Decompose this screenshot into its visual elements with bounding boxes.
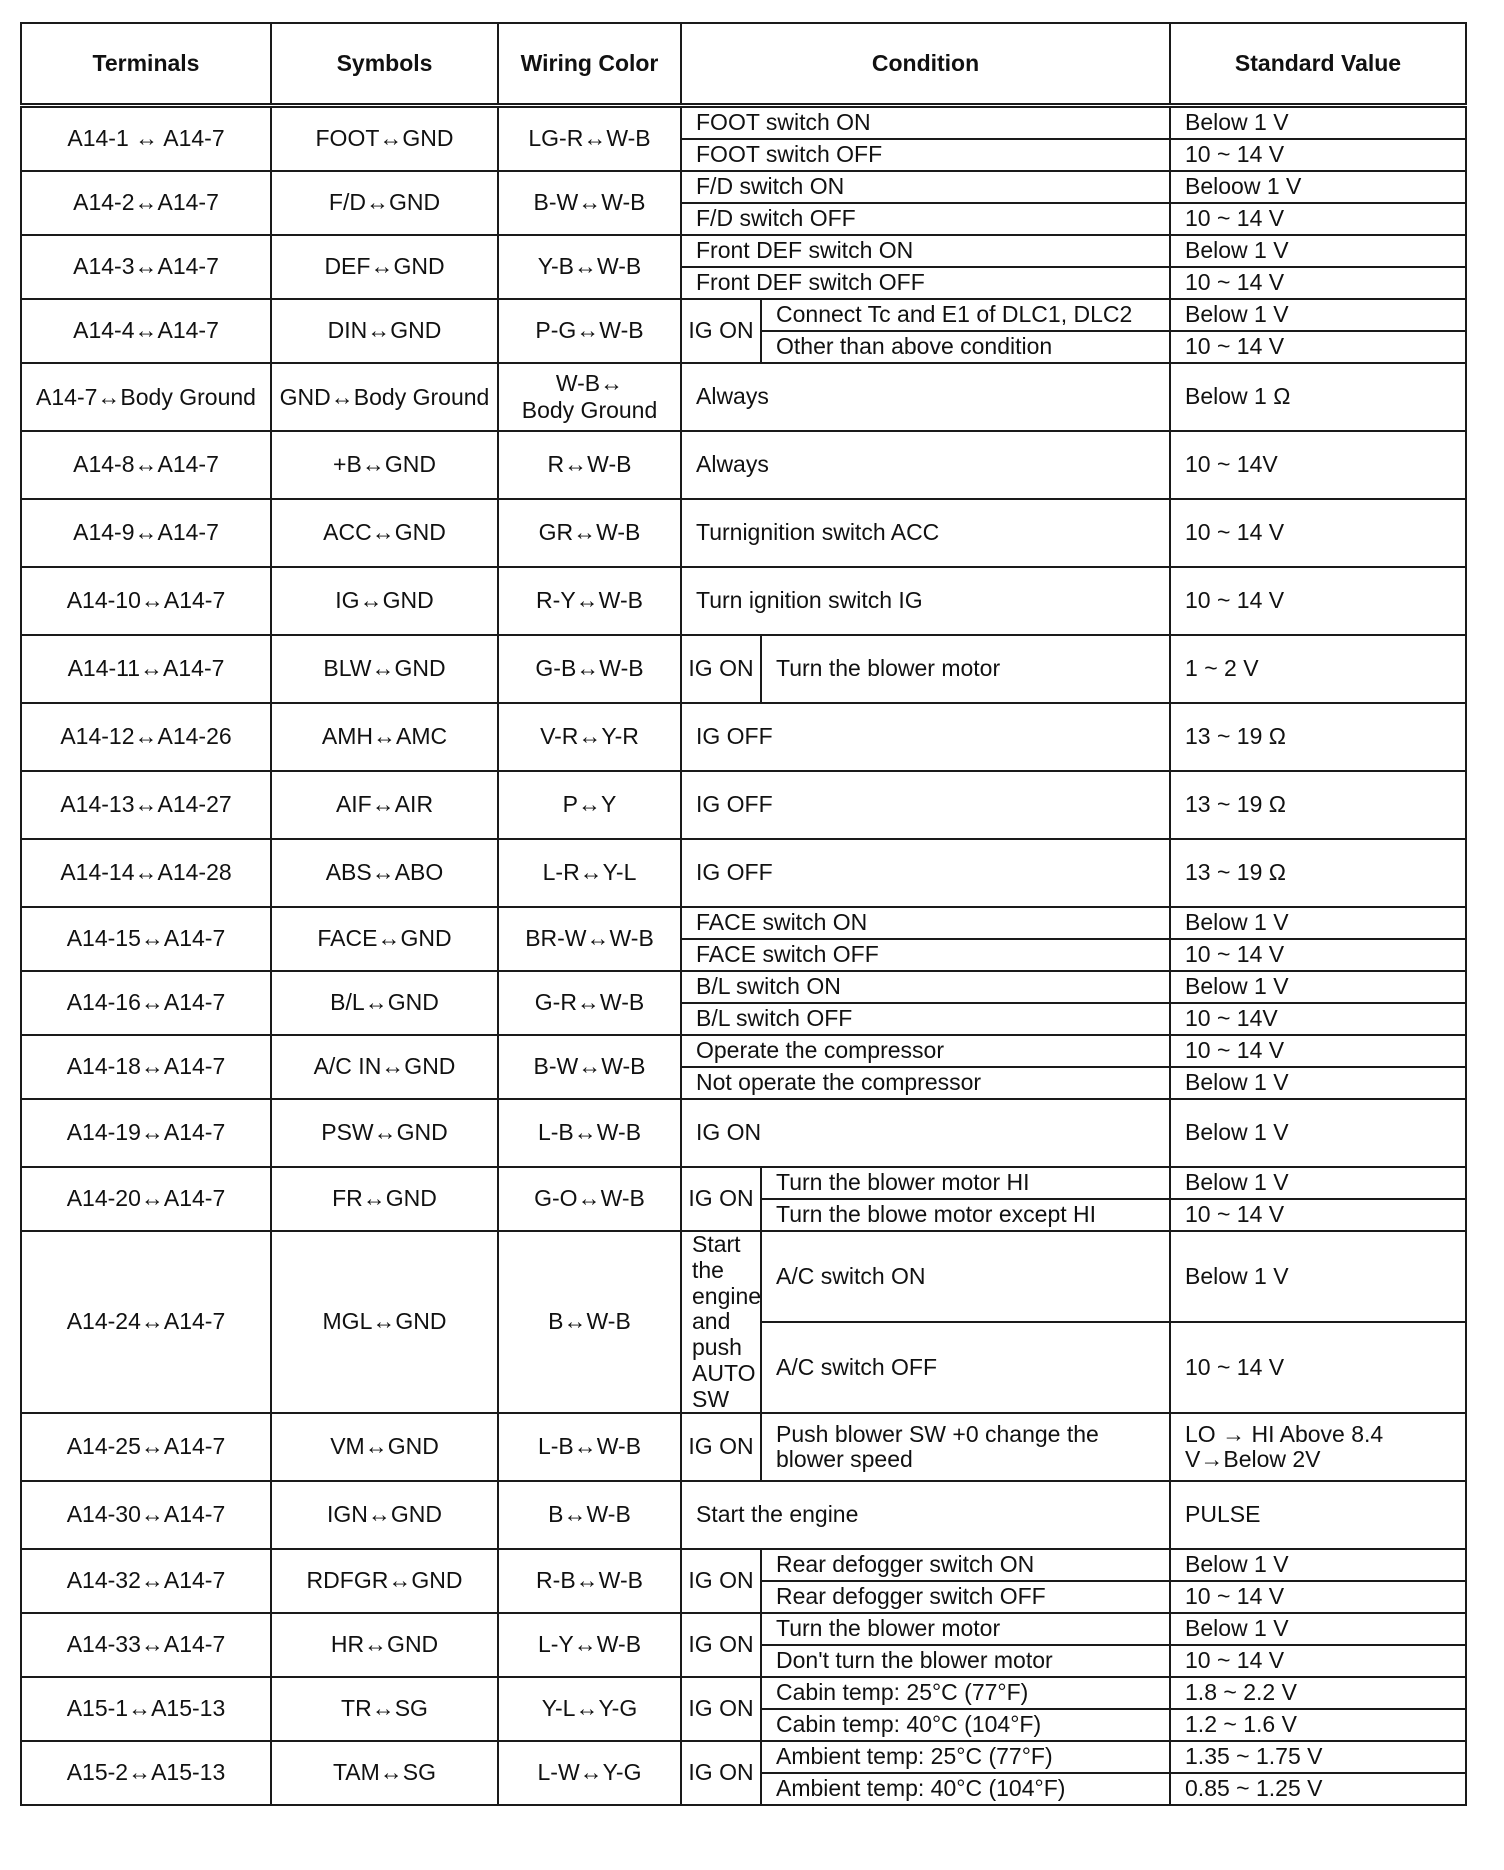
standard-value-cell: 10 ~ 14 V bbox=[1170, 1322, 1466, 1413]
standard-value-cell: Below 1 V bbox=[1170, 1167, 1466, 1199]
connector-text: GND↔ bbox=[279, 383, 354, 410]
table-row bbox=[21, 971, 1466, 1003]
condition-cell: Turn ignition switch IG bbox=[681, 567, 1170, 635]
symbols-cell: RDFGR↔GND bbox=[271, 1549, 498, 1613]
condition-cell: A/C switch ON bbox=[761, 1231, 1170, 1322]
condition-cell: Turnignition switch ACC bbox=[681, 499, 1170, 567]
symbols-cell: FOOT↔GND bbox=[271, 106, 498, 172]
symbols-cell: IG↔GND bbox=[271, 567, 498, 635]
terminals-cell: A14-3↔A14-7 bbox=[21, 235, 271, 299]
condition-cell: Turn the blowe motor except HI bbox=[761, 1199, 1170, 1231]
symbols-cell: TAM↔SG bbox=[271, 1741, 498, 1805]
standard-value-cell: 1.2 ~ 1.6 V bbox=[1170, 1709, 1466, 1741]
wiring-color-cell: B-W↔W-B bbox=[498, 1035, 681, 1099]
wiring-color-cell: R-Y↔W-B bbox=[498, 567, 681, 635]
standard-value-cell: 10 ~ 14 V bbox=[1170, 499, 1466, 567]
symbols-cell: DEF↔GND bbox=[271, 235, 498, 299]
table-row bbox=[21, 839, 1466, 907]
condition-cell: Turn the blower motor bbox=[761, 1613, 1170, 1645]
condition-cell: B/L switch OFF bbox=[681, 1003, 1170, 1035]
terminals-cell bbox=[21, 363, 271, 431]
condition-prefix-cell: IG ON bbox=[681, 1677, 761, 1741]
wiring-color-cell: P↔Y bbox=[498, 771, 681, 839]
table-row bbox=[21, 363, 1466, 431]
terminals-cell: A15-1↔A15-13 bbox=[21, 1677, 271, 1741]
symbols-cell: IGN↔GND bbox=[271, 1481, 498, 1549]
symbols-cell: FACE↔GND bbox=[271, 907, 498, 971]
condition-cell: IG OFF bbox=[681, 703, 1170, 771]
terminals-cell: A14-19↔A14-7 bbox=[21, 1099, 271, 1167]
table-row bbox=[21, 1413, 1466, 1481]
condition-cell: Start the engine bbox=[681, 1481, 1170, 1549]
symbols-cell: A/C IN↔GND bbox=[271, 1035, 498, 1099]
symbols-cell: F/D↔GND bbox=[271, 171, 498, 235]
wiring-color-cell: B-W↔W-B bbox=[498, 171, 681, 235]
terminals-cell: A14-8↔A14-7 bbox=[21, 431, 271, 499]
table-row bbox=[21, 771, 1466, 839]
condition-cell: Operate the compressor bbox=[681, 1035, 1170, 1067]
standard-value-cell: 10 ~ 14 V bbox=[1170, 1581, 1466, 1613]
condition-cell: Turn the blower motor HI bbox=[761, 1167, 1170, 1199]
standard-value-cell: 10 ~ 14 V bbox=[1170, 1199, 1466, 1231]
wiring-color-cell: Y-B↔W-B bbox=[498, 235, 681, 299]
table-row bbox=[21, 1481, 1466, 1549]
table-header bbox=[21, 23, 1466, 106]
table-row bbox=[21, 1035, 1466, 1067]
table-row bbox=[21, 1231, 1466, 1322]
terminals-cell: A14-12↔A14-26 bbox=[21, 703, 271, 771]
terminals-cell: A14-18↔A14-7 bbox=[21, 1035, 271, 1099]
symbols-cell: DIN↔GND bbox=[271, 299, 498, 363]
header-terminals: Terminals bbox=[21, 23, 271, 106]
condition-cell: Front DEF switch ON bbox=[681, 235, 1170, 267]
body-ground-label: Body Ground bbox=[120, 383, 256, 410]
terminals-cell: A14-10↔A14-7 bbox=[21, 567, 271, 635]
condition-cell: A/C switch OFF bbox=[761, 1322, 1170, 1413]
symbols-cell: B/L↔GND bbox=[271, 971, 498, 1035]
standard-value-cell: Beloow 1 V bbox=[1170, 171, 1466, 203]
symbols-cell: HR↔GND bbox=[271, 1613, 498, 1677]
symbols-cell: AMH↔AMC bbox=[271, 703, 498, 771]
terminals-cell: A14-32↔A14-7 bbox=[21, 1549, 271, 1613]
condition-cell: FACE switch ON bbox=[681, 907, 1170, 939]
terminals-cell: A14-4↔A14-7 bbox=[21, 299, 271, 363]
standard-value-cell: 10 ~ 14 V bbox=[1170, 139, 1466, 171]
condition-cell: Not operate the compressor bbox=[681, 1067, 1170, 1099]
standard-value-cell: Below 1 V bbox=[1170, 907, 1466, 939]
wiring-color-cell: B↔W-B bbox=[498, 1481, 681, 1549]
condition-prefix-cell: IG ON bbox=[681, 1613, 761, 1677]
terminals-cell: A14-20↔A14-7 bbox=[21, 1167, 271, 1231]
condition-cell: Ambient temp: 40°C (104°F) bbox=[761, 1773, 1170, 1805]
condition-cell: Ambient temp: 25°C (77°F) bbox=[761, 1741, 1170, 1773]
terminals-cell: A14-24↔A14-7 bbox=[21, 1231, 271, 1413]
standard-value-cell: Below 1 V bbox=[1170, 299, 1466, 331]
symbols-cell bbox=[271, 363, 498, 431]
terminals-cell: A15-2↔A15-13 bbox=[21, 1741, 271, 1805]
standard-value-cell: 10 ~ 14V bbox=[1170, 1003, 1466, 1035]
terminals-cell: A14-25↔A14-7 bbox=[21, 1413, 271, 1481]
wiring-color-cell: Y-L↔Y-G bbox=[498, 1677, 681, 1741]
wiring-color-cell: G-R↔W-B bbox=[498, 971, 681, 1035]
terminals-cell: A14-11↔A14-7 bbox=[21, 635, 271, 703]
standard-value-cell: Below 1 V bbox=[1170, 1613, 1466, 1645]
standard-value-cell: Below 1 V bbox=[1170, 1067, 1466, 1099]
wiring-color-cell: L-B↔W-B bbox=[498, 1099, 681, 1167]
condition-prefix-cell: IG ON bbox=[681, 1549, 761, 1613]
wiring-color-cell: L-Y↔W-B bbox=[498, 1613, 681, 1677]
condition-cell: B/L switch ON bbox=[681, 971, 1170, 1003]
symbols-cell: FR↔GND bbox=[271, 1167, 498, 1231]
terminals-cell: A14-2↔A14-7 bbox=[21, 171, 271, 235]
table-row bbox=[21, 703, 1466, 771]
symbols-cell: BLW↔GND bbox=[271, 635, 498, 703]
condition-cell: FACE switch OFF bbox=[681, 939, 1170, 971]
terminals-cell: A14-13↔A14-27 bbox=[21, 771, 271, 839]
wiring-color-cell: GR↔W-B bbox=[498, 499, 681, 567]
condition-cell: Other than above condition bbox=[761, 331, 1170, 363]
condition-cell: Don't turn the blower motor bbox=[761, 1645, 1170, 1677]
wiring-color-cell: V-R↔Y-R bbox=[498, 703, 681, 771]
table-row bbox=[21, 1549, 1466, 1581]
condition-cell: IG ON bbox=[681, 1099, 1170, 1167]
condition-cell: IG OFF bbox=[681, 839, 1170, 907]
standard-value-cell: 13 ~ 19 Ω bbox=[1170, 703, 1466, 771]
condition-cell: Turn the blower motor bbox=[761, 635, 1170, 703]
header-wiring-color: Wiring Color bbox=[498, 23, 681, 106]
table-row bbox=[21, 1741, 1466, 1773]
spec-table-wrapper bbox=[20, 22, 1467, 1806]
standard-value-cell: Below 1 V bbox=[1170, 1549, 1466, 1581]
table-row bbox=[21, 1677, 1466, 1709]
standard-value-cell: 13 ~ 19 Ω bbox=[1170, 839, 1466, 907]
standard-value-cell: 10 ~ 14 V bbox=[1170, 267, 1466, 299]
wiring-color-cell: BR-W↔W-B bbox=[498, 907, 681, 971]
wiring-color-cell: P-G↔W-B bbox=[498, 299, 681, 363]
header-condition: Condition bbox=[681, 23, 1170, 106]
table-row bbox=[21, 235, 1466, 267]
condition-prefix-cell: IG ON bbox=[681, 1167, 761, 1231]
wiring-color-cell: B↔W-B bbox=[498, 1231, 681, 1413]
symbols-cell: TR↔SG bbox=[271, 1677, 498, 1741]
condition-cell: Always bbox=[681, 363, 1170, 431]
condition-cell: FOOT switch OFF bbox=[681, 139, 1170, 171]
standard-value-cell: 10 ~ 14 V bbox=[1170, 1035, 1466, 1067]
condition-prefix-cell: Start the engine and push AUTO SW bbox=[681, 1231, 761, 1413]
condition-prefix-cell: IG ON bbox=[681, 1413, 761, 1481]
standard-value-cell: Below 1 Ω bbox=[1170, 363, 1466, 431]
symbols-cell: AIF↔AIR bbox=[271, 771, 498, 839]
table-row bbox=[21, 1099, 1466, 1167]
wiring-color-cell: L-W↔Y-G bbox=[498, 1741, 681, 1805]
wiring-color-cell: R↔W-B bbox=[498, 431, 681, 499]
condition-cell: Always bbox=[681, 431, 1170, 499]
standard-value-cell: Below 1 V bbox=[1170, 106, 1466, 140]
terminals-cell: A14-33↔A14-7 bbox=[21, 1613, 271, 1677]
wiring-color-cell: L-B↔W-B bbox=[498, 1413, 681, 1481]
standard-value-cell: 10 ~ 14V bbox=[1170, 431, 1466, 499]
terminals-cell: A14-9↔A14-7 bbox=[21, 499, 271, 567]
symbols-cell: +B↔GND bbox=[271, 431, 498, 499]
symbols-cell: PSW↔GND bbox=[271, 1099, 498, 1167]
symbols-cell: MGL↔GND bbox=[271, 1231, 498, 1413]
condition-cell: Connect Tc and E1 of DLC1, DLC2 bbox=[761, 299, 1170, 331]
wiring-color-cell bbox=[498, 363, 681, 431]
table-row bbox=[21, 635, 1466, 703]
condition-cell: Front DEF switch OFF bbox=[681, 267, 1170, 299]
terminals-cell: A14-30↔A14-7 bbox=[21, 1481, 271, 1549]
body-ground-label: Body Ground bbox=[353, 383, 490, 410]
standard-value-cell: 10 ~ 14 V bbox=[1170, 1645, 1466, 1677]
standard-value-cell: 1.35 ~ 1.75 V bbox=[1170, 1741, 1466, 1773]
standard-value-cell: 13 ~ 19 Ω bbox=[1170, 771, 1466, 839]
standard-value-cell: Below 1 V bbox=[1170, 971, 1466, 1003]
condition-cell: IG OFF bbox=[681, 771, 1170, 839]
condition-cell: Cabin temp: 40°C (104°F) bbox=[761, 1709, 1170, 1741]
terminal-spec-table bbox=[20, 22, 1467, 1806]
table-row bbox=[21, 431, 1466, 499]
condition-prefix-cell: IG ON bbox=[681, 299, 761, 363]
table-row bbox=[21, 171, 1466, 203]
standard-value-cell: 1 ~ 2 V bbox=[1170, 635, 1466, 703]
table-row bbox=[21, 567, 1466, 635]
table-row bbox=[21, 106, 1466, 140]
condition-cell: Rear defogger switch ON bbox=[761, 1549, 1170, 1581]
condition-prefix-cell: IG ON bbox=[681, 1741, 761, 1805]
standard-value-cell: 10 ~ 14 V bbox=[1170, 331, 1466, 363]
terminals-cell: A14-1 ↔ A14-7 bbox=[21, 106, 271, 172]
standard-value-cell: Below 1 V bbox=[1170, 235, 1466, 267]
wiring-color-cell: R-B↔W-B bbox=[498, 1549, 681, 1613]
terminals-cell: A14-15↔A14-7 bbox=[21, 907, 271, 971]
table-row bbox=[21, 1167, 1466, 1199]
symbols-cell: VM↔GND bbox=[271, 1413, 498, 1481]
standard-value-cell: LO → HI Above 8.4 V→Below 2V bbox=[1170, 1413, 1466, 1481]
standard-value-cell: Below 1 V bbox=[1170, 1231, 1466, 1322]
condition-prefix-cell: IG ON bbox=[681, 635, 761, 703]
table-row bbox=[21, 299, 1466, 331]
condition-cell: F/D switch OFF bbox=[681, 203, 1170, 235]
condition-cell: Cabin temp: 25°C (77°F) bbox=[761, 1677, 1170, 1709]
standard-value-cell: 10 ~ 14 V bbox=[1170, 203, 1466, 235]
table-row bbox=[21, 499, 1466, 567]
wiring-color-cell: G-B↔W-B bbox=[498, 635, 681, 703]
wiring-color-cell: LG-R↔W-B bbox=[498, 106, 681, 172]
connector-text: A14-7↔ bbox=[36, 383, 121, 410]
body-ground-label: Body Ground bbox=[521, 397, 658, 424]
standard-value-cell: 0.85 ~ 1.25 V bbox=[1170, 1773, 1466, 1805]
wiring-color-cell: G-O↔W-B bbox=[498, 1167, 681, 1231]
terminals-cell: A14-14↔A14-28 bbox=[21, 839, 271, 907]
header-symbols: Symbols bbox=[271, 23, 498, 106]
header-standard-value: Standard Value bbox=[1170, 23, 1466, 106]
standard-value-cell: Below 1 V bbox=[1170, 1099, 1466, 1167]
terminals-cell: A14-16↔A14-7 bbox=[21, 971, 271, 1035]
condition-cell: Push blower SW +0 change the blower speed bbox=[761, 1413, 1170, 1481]
standard-value-cell: 10 ~ 14 V bbox=[1170, 567, 1466, 635]
wiring-color-cell: L-R↔Y-L bbox=[498, 839, 681, 907]
condition-cell: F/D switch ON bbox=[681, 171, 1170, 203]
symbols-cell: ABS↔ABO bbox=[271, 839, 498, 907]
condition-cell: FOOT switch ON bbox=[681, 106, 1170, 140]
connector-text: W-B↔ bbox=[555, 370, 624, 397]
table-body bbox=[21, 106, 1466, 1806]
standard-value-cell: PULSE bbox=[1170, 1481, 1466, 1549]
table-row bbox=[21, 907, 1466, 939]
table-row bbox=[21, 1613, 1466, 1645]
standard-value-cell: 10 ~ 14 V bbox=[1170, 939, 1466, 971]
symbols-cell: ACC↔GND bbox=[271, 499, 498, 567]
standard-value-cell: 1.8 ~ 2.2 V bbox=[1170, 1677, 1466, 1709]
condition-cell: Rear defogger switch OFF bbox=[761, 1581, 1170, 1613]
